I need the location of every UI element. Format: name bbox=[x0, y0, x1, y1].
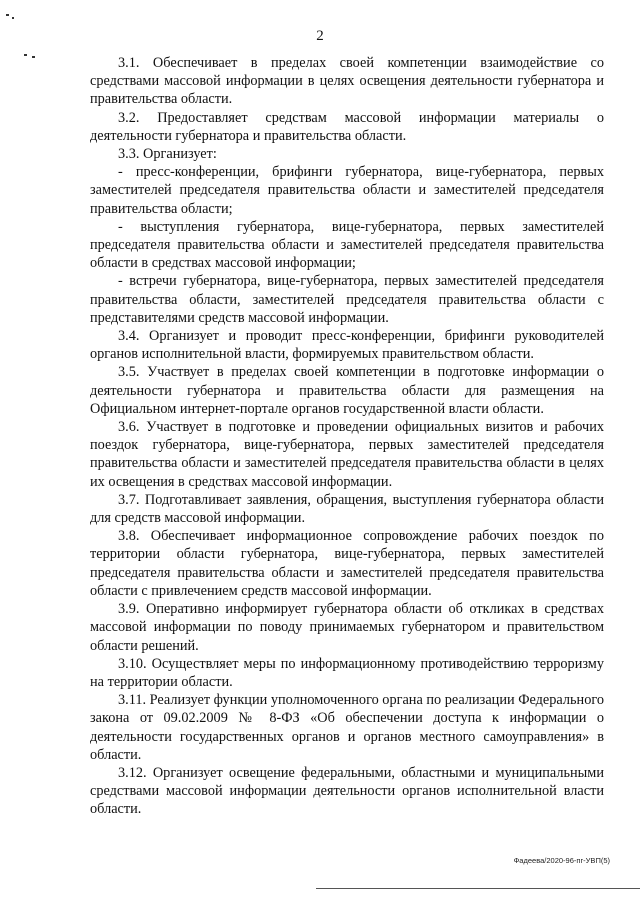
page-number: 2 bbox=[316, 28, 324, 44]
paragraph-3-11: 3.11. Реализует функции уполномоченного органа по реализации Федерального закона от 09.02.2009 № 8-ФЗ «Об обеспечении доступа к информации о деятельности государственных органов и органов местного самоуправления» в области. bbox=[90, 692, 604, 763]
paragraph-3-12: 3.12. Организует освещение федеральными, областными и муниципальными средствами массовой информации деятельности органов исполнительной власти области. bbox=[90, 764, 604, 818]
paragraph-3-4: 3.4. Организует и проводит пресс-конференции, брифинги руководителей органов исполнительной власти, формируемых правительством области. bbox=[90, 328, 604, 363]
footer-document-code: Фадеева/2020-96-пг-УВП(5) bbox=[513, 856, 610, 865]
paragraph-3-7: 3.7. Подготавливает заявления, обращения, выступления губернатора области для средств массовой информации. bbox=[90, 491, 604, 527]
bottom-divider bbox=[316, 888, 640, 889]
paragraph-3-9: 3.9. Оперативно информирует губернатора области об откликах в средствах массовой информации по поводу принимаемых губернатором и правительством области решений. bbox=[90, 601, 604, 654]
paragraph-3-1: 3.1. Обеспечивает в пределах своей компетенции взаимодействие со средствами массовой информации в целях освещения деятельности губернатора и правительства области. bbox=[90, 55, 604, 108]
paragraph-3-10: 3.10. Осуществляет меры по информационному противодействию терроризму на территории области. bbox=[90, 655, 604, 690]
document-body bbox=[90, 54, 604, 819]
paragraph-3-3: 3.3. Организует: bbox=[118, 146, 217, 163]
list-item-speeches: - выступления губернатора, вице-губернатора, первых заместителей председателя правительства области и заместителей председателя правительства области в средствах массовой информации; bbox=[90, 218, 604, 272]
list-item-meetings: - встречи губернатора, вице-губернатора, первых заместителей председателя правительства области, заместителей председателя правительства области с представителями средств массовой информации. bbox=[90, 273, 604, 326]
paragraph-3-6: 3.6. Участвует в подготовке и проведении официальных визитов и рабочих поездок губернатора, вице-губернатора, первых заместителей председателя правительства области и заместителей председателя правительства области в целях их освещения в средствах массовой информации. bbox=[90, 419, 604, 490]
list-item-press-conferences: - пресс-конференции, брифинги губернатора, вице-губернатора, первых заместителей председателя правительства области и заместителей председателя правительства области; bbox=[90, 164, 604, 217]
paragraph-3-2: 3.2. Предоставляет средствам массовой информации материалы о деятельности губернатора и правительства области. bbox=[90, 109, 604, 144]
paragraph-3-5: 3.5. Участвует в пределах своей компетенции в подготовке информации о деятельности губернатора и правительства области для размещения на Официальном интернет-портале органов государственной власти области. bbox=[90, 364, 604, 417]
paragraph-3-8: 3.8. Обеспечивает информационное сопровождение рабочих поездок по территории области губернатора, вице-губернатора, первых заместителей председателя правительства области и заместителей председателя правительства области с привлечением средств массовой информации. bbox=[90, 528, 604, 599]
